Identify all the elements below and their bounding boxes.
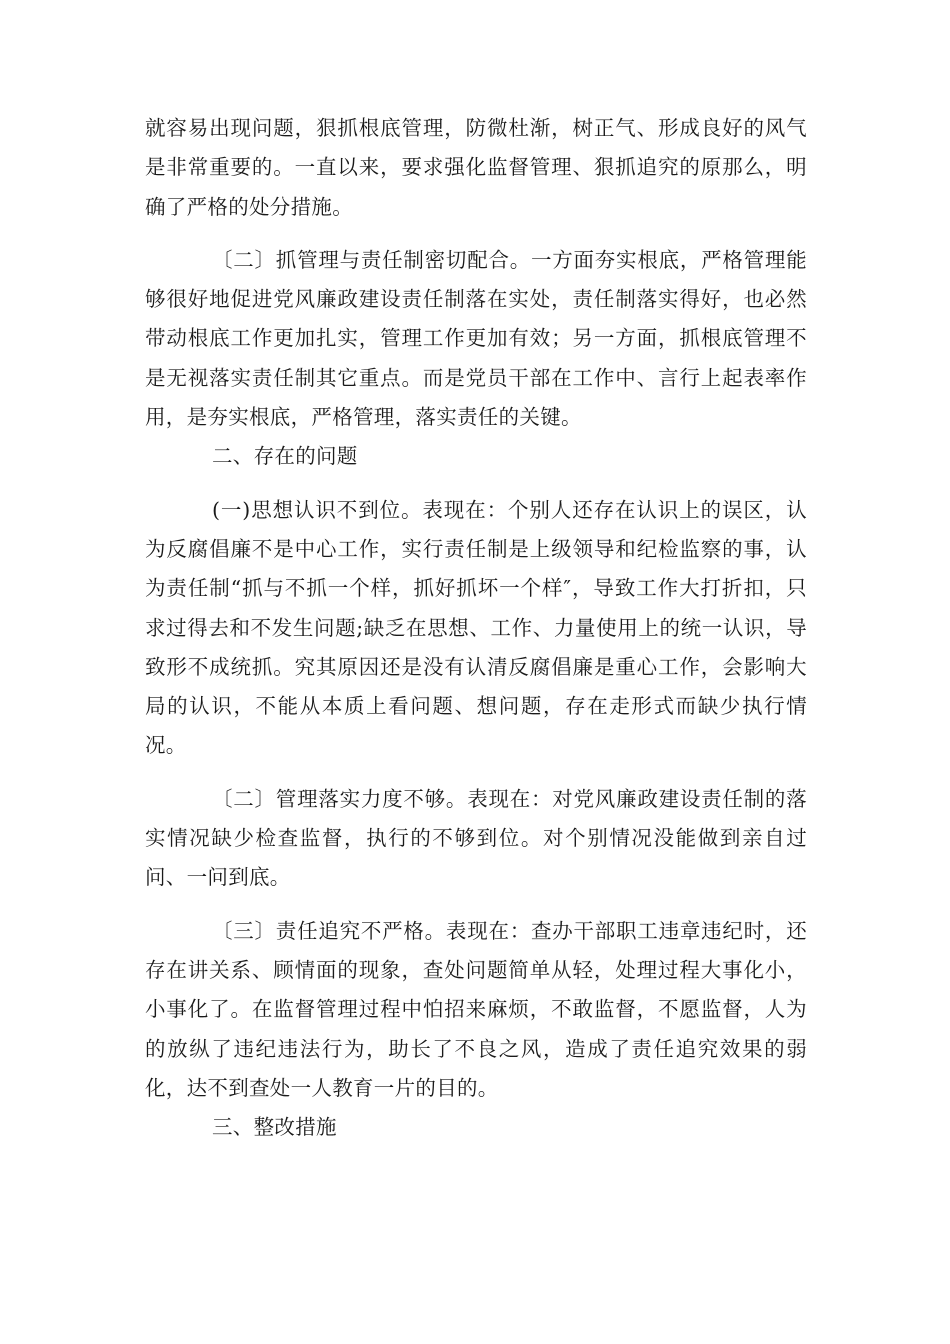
document-body: [145, 109, 807, 1147]
section-heading-rectification: 三、整改措施: [212, 1115, 337, 1140]
paragraph-implementation-strength: 〔二〕管理落实力度不够。表现在：对党风廉政建设责任制的落实情况缺少检查监督，执行的不够到位。对个别情况没能做到亲自过问、一问到底。: [145, 786, 807, 890]
paragraph-management-responsibility: 〔二〕抓管理与责任制密切配合。一方面夯实根底，严格管理能够很好地促进党风廉政建设责任制落在实处，责任制落实得好，也必然带动根底工作更加扎实，管理工作更加有效；另一方面，抓根底管理不是无视落实责任制其它重点。而是党员干部在工作中、言行上起表率作用，是夯实根底，严格管理，落实责任的关键。: [145, 247, 807, 430]
paragraph-continuation: 就容易出现问题，狠抓根底管理，防微杜渐，树正气、形成良好的风气是非常重要的。一直以来，要求强化监督管理、狠抓追究的原那么，明确了严格的处分措施。: [145, 116, 807, 219]
section-heading-problems: 二、存在的问题: [212, 444, 358, 469]
paragraph-accountability: 〔三〕责任追究不严格。表现在：查办干部职工违章违纪时，还存在讲关系、顾情面的现象，查处问题简单从轻，处理过程大事化小，小事化了。在监督管理过程中怕招来麻烦，不敢监督，不愿监督，人为的放纵了违纪违法行为，助长了不良之风，造成了责任追究效果的弱化，达不到查处一人教育一片的目的。: [145, 918, 807, 1100]
paragraph-ideological-awareness: (一)思想认识不到位。表现在：个别人还存在认识上的误区，认为反腐倡廉不是中心工作，实行责任制是上级领导和纪检监察的事，认为责任制“抓与不抓一个样，抓好抓坏一个样″，导致工作大打折扣，只求过得去和不发生问题;缺乏在思想、工作、力量使用上的统一认识，导致形不成统抓。究其原因还是没有认清反腐倡廉是重心工作，会影响大局的认识，不能从本质上看问题、想问题，存在走形式而缺少执行情况。: [145, 497, 807, 758]
